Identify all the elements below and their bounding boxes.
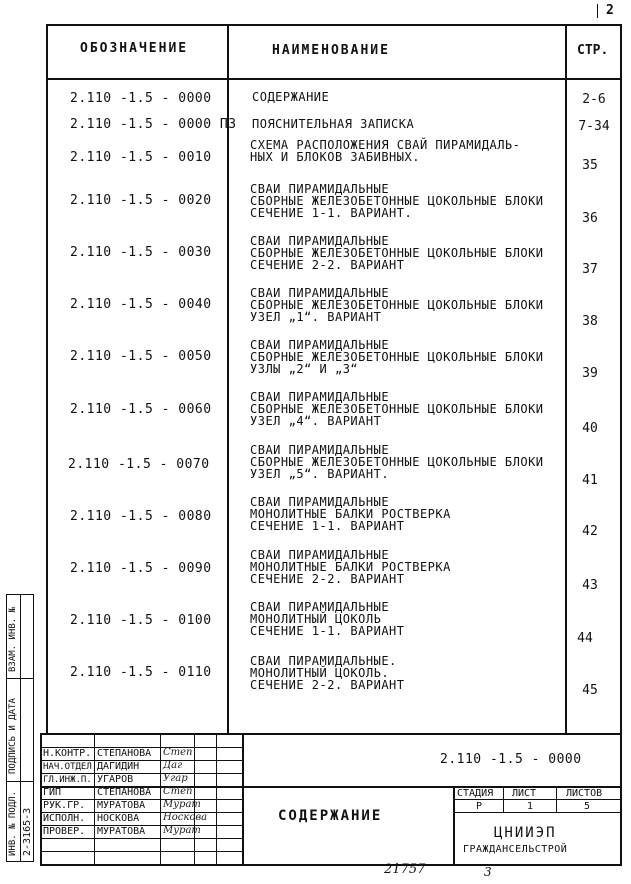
row-code: 2.110 -1.5 - 0010 bbox=[70, 150, 212, 165]
row-name: СВАИ ПИРАМИДАЛЬНЫЕ СБОРНЫЕ ЖЕЛЕЗОБЕТОННЫЕ ЦОКОЛЬНЫЕ БЛОКИ СЕЧЕНИЕ 2-2. ВАРИАНТ bbox=[250, 234, 544, 272]
row-page: 42 bbox=[582, 524, 598, 539]
signature-role: РУК.ГР. bbox=[43, 800, 86, 811]
sheet-number: 2 bbox=[606, 3, 614, 18]
row-code: 2.110 -1.5 - 0000 ПЗ bbox=[70, 117, 237, 132]
signature-role: ГЛ.ИНЖ.П. bbox=[43, 775, 92, 785]
signature-mark: Степ bbox=[163, 786, 193, 797]
row-name: СВАИ ПИРАМИДАЛЬНЫЕ СБОРНЫЕ ЖЕЛЕЗОБЕТОННЫЕ ЦОКОЛЬНЫЕ БЛОКИ УЗЕЛ „1“. ВАРИАНТ bbox=[250, 286, 544, 324]
sheet-value: 1 bbox=[527, 801, 534, 812]
signature-mark: Угар bbox=[163, 773, 188, 784]
document-code: 2.110 -1.5 - 0000 bbox=[440, 752, 582, 767]
signature-mark: Мурат bbox=[163, 825, 201, 836]
row-name: ПОЯСНИТЕЛЬНАЯ ЗАПИСКА bbox=[252, 117, 415, 131]
signature-name: СТЕПАНОВА bbox=[97, 748, 152, 759]
row-code: 2.110 -1.5 - 0110 bbox=[70, 665, 212, 680]
row-code: 2.110 -1.5 - 0000 bbox=[70, 91, 212, 106]
stage-value: Р bbox=[476, 801, 483, 812]
row-page: 44 bbox=[577, 631, 593, 646]
signature-role: ИСПОЛН. bbox=[43, 813, 86, 824]
organization-name: ЦНИИЭП bbox=[494, 825, 557, 841]
signature-name: НОСКОВА bbox=[97, 813, 140, 824]
row-name: СХЕМА РАСПОЛОЖЕНИЯ СВАЙ ПИРАМИДАЛЬ- НЫХ И БЛОКОВ ЗАБИВНЫХ. bbox=[250, 138, 521, 164]
field-inventory-original: ИНВ. № ПОДЛ. bbox=[8, 790, 18, 856]
header-designation: ОБОЗНАЧЕНИЕ bbox=[80, 41, 189, 56]
row-code: 2.110 -1.5 - 0050 bbox=[70, 349, 212, 364]
signature-role: ПРОВЕР. bbox=[43, 826, 86, 837]
header-name: НАИМЕНОВАНИЕ bbox=[272, 43, 390, 58]
row-page: 38 bbox=[582, 314, 598, 329]
row-page: 39 bbox=[582, 366, 598, 381]
row-code: 2.110 -1.5 - 0090 bbox=[70, 561, 212, 576]
header-page: СТР. bbox=[577, 43, 609, 58]
signature-role: ГИП bbox=[43, 787, 62, 798]
sheets-label: ЛИСТОВ bbox=[566, 788, 603, 799]
row-page: 45 bbox=[582, 683, 598, 698]
row-name: СВАИ ПИРАМИДАЛЬНЫЕ МОНОЛИТНЫЕ БАЛКИ РОСТВЕРКА СЕЧЕНИЕ 2-2. ВАРИАНТ bbox=[250, 548, 451, 586]
row-code: 2.110 -1.5 - 0040 bbox=[70, 297, 212, 312]
inventory-number: 2-3165-3 bbox=[22, 807, 33, 856]
row-name: СВАИ ПИРАМИДАЛЬНЫЕ СБОРНЫЕ ЖЕЛЕЗОБЕТОННЫЕ ЦОКОЛЬНЫЕ БЛОКИ УЗЛЫ „2“ И „3“ bbox=[250, 338, 544, 376]
row-page: 2-6 bbox=[582, 92, 606, 107]
document-title: СОДЕРЖАНИЕ bbox=[278, 808, 383, 824]
sheet-label: ЛИСТ bbox=[512, 788, 537, 799]
row-code: 2.110 -1.5 - 0060 bbox=[70, 402, 212, 417]
stage-label: СТАДИЯ bbox=[457, 788, 494, 799]
row-page: 36 bbox=[582, 211, 598, 226]
field-signature-date: ПОДПИСЬ И ДАТА bbox=[8, 698, 18, 774]
field-inventory-replace: ВЗАМ. ИНВ. № bbox=[8, 606, 18, 672]
row-code: 2.110 -1.5 - 0070 bbox=[68, 457, 210, 472]
row-code: 2.110 -1.5 - 0100 bbox=[70, 613, 212, 628]
signature-role: Н.КОНТР. bbox=[43, 748, 92, 759]
signature-name: СТЕПАНОВА bbox=[97, 787, 152, 798]
signature-mark: Носкова bbox=[163, 812, 208, 823]
signature-name: МУРАТОВА bbox=[97, 826, 146, 837]
signature-role: НАЧ.ОТДЕЛ. bbox=[43, 762, 98, 772]
row-name: СВАИ ПИРАМИДАЛЬНЫЕ СБОРНЫЕ ЖЕЛЕЗОБЕТОННЫЕ ЦОКОЛЬНЫЕ БЛОКИ УЗЕЛ „4“. ВАРИАНТ bbox=[250, 390, 544, 428]
row-page: 43 bbox=[582, 578, 598, 593]
row-page: 40 bbox=[582, 421, 598, 436]
row-code: 2.110 -1.5 - 0020 bbox=[70, 193, 212, 208]
row-page: 35 bbox=[582, 158, 598, 173]
row-page: 7-34 bbox=[578, 119, 610, 134]
signature-name: УГАРОВ bbox=[97, 774, 134, 785]
signature-name: ДАГИДИН bbox=[97, 761, 140, 772]
sheets-value: 5 bbox=[584, 801, 591, 812]
footer-number: 21757 bbox=[384, 862, 426, 877]
signature-mark: Мурат bbox=[163, 799, 201, 810]
organization-subtitle: ГРАЖДАНСЕЛЬСТРОЙ bbox=[463, 844, 568, 855]
footer-page: 3 bbox=[484, 865, 492, 879]
row-name: СВАИ ПИРАМИДАЛЬНЫЕ СБОРНЫЕ ЖЕЛЕЗОБЕТОННЫЕ ЦОКОЛЬНЫЕ БЛОКИ СЕЧЕНИЕ 1-1. ВАРИАНТ. bbox=[250, 182, 544, 220]
row-code: 2.110 -1.5 - 0030 bbox=[70, 245, 212, 260]
row-page: 37 bbox=[582, 262, 598, 277]
row-name: СВАИ ПИРАМИДАЛЬНЫЕ. МОНОЛИТНЫЙ ЦОКОЛЬ. СЕЧЕНИЕ 2-2. ВАРИАНТ bbox=[250, 654, 405, 692]
row-page: 41 bbox=[582, 473, 598, 488]
signature-mark: Даг bbox=[163, 760, 183, 771]
signature-mark: Степ bbox=[163, 747, 193, 758]
row-name: СОДЕРЖАНИЕ bbox=[252, 90, 330, 104]
row-name: СВАИ ПИРАМИДАЛЬНЫЕ МОНОЛИТНЫЕ БАЛКИ РОСТВЕРКА СЕЧЕНИЕ 1-1. ВАРИАНТ bbox=[250, 495, 451, 533]
row-name: СВАИ ПИРАМИДАЛЬНЫЕ МОНОЛИТНЫЙ ЦОКОЛЬ СЕЧЕНИЕ 1-1. ВАРИАНТ bbox=[250, 600, 405, 638]
row-name: СВАИ ПИРАМИДАЛЬНЫЕ СБОРНЫЕ ЖЕЛЕЗОБЕТОННЫЕ ЦОКОЛЬНЫЕ БЛОКИ УЗЕЛ „5“. ВАРИАНТ. bbox=[250, 443, 544, 481]
row-code: 2.110 -1.5 - 0080 bbox=[70, 509, 212, 524]
signature-name: МУРАТОВА bbox=[97, 800, 146, 811]
